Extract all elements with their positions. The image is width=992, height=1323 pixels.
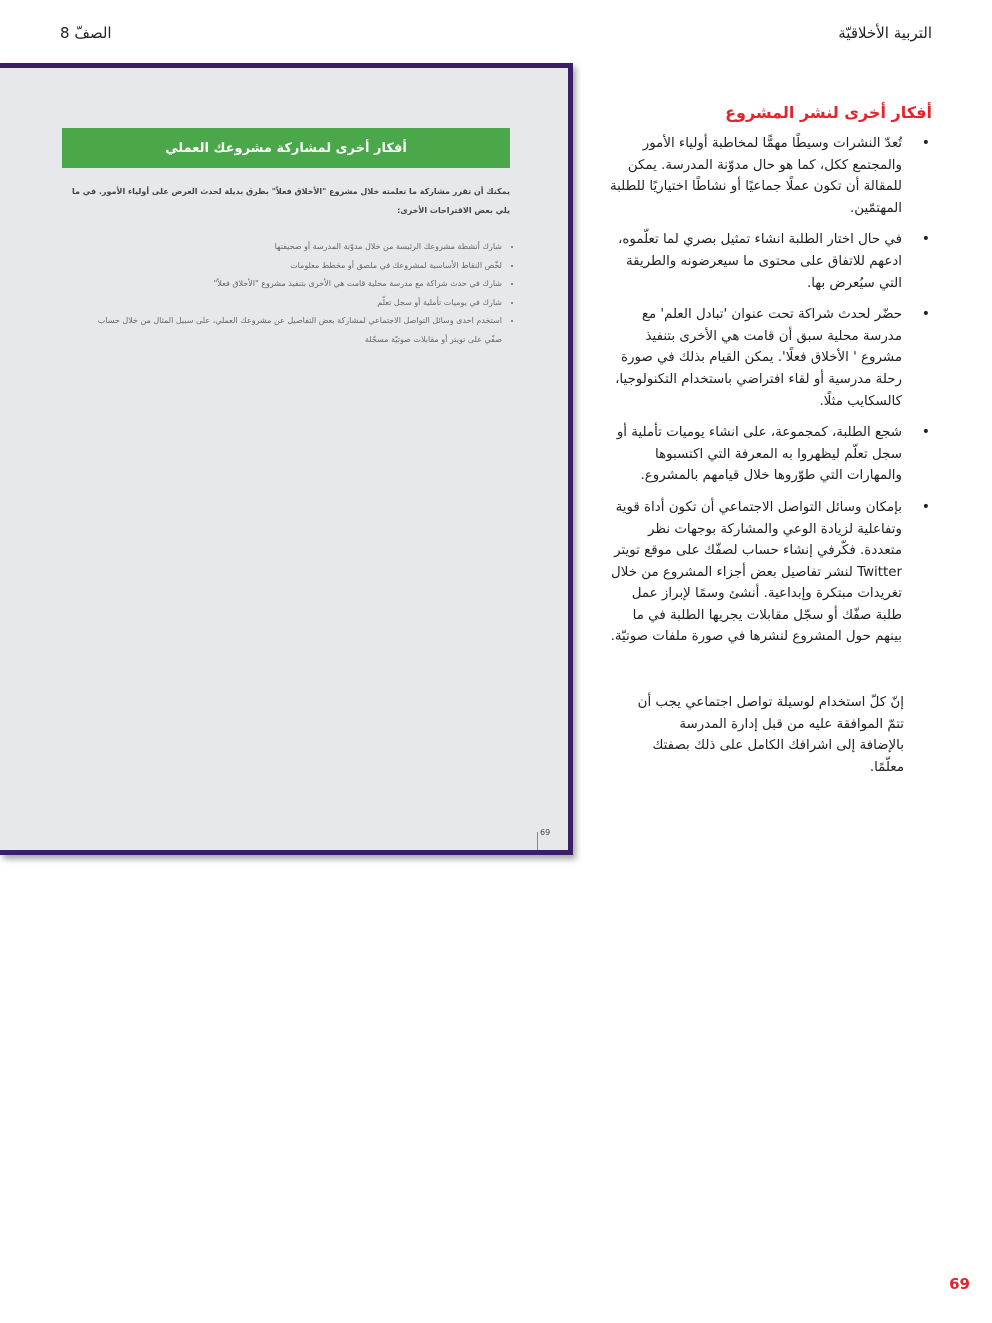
section-title: أفكار أخرى لنشر المشروع — [725, 103, 932, 122]
preview-banner: أفكار أخرى لمشاركة مشروعك العملي — [62, 128, 510, 168]
idea-item: • حضّر لحدث شراكة تحت عنوان 'تبادل العلم' مع مدرسة محلية سبق أن قامت هي الأخرى بتنفيذ مشروع ' الأخلاق فعلًا'. يمكن القيام بذلك في صورة رحلة مدرسية أو لقاء افتراضي باستخدام التكنولوجيا، كالسكايب مثلًا. — [602, 304, 902, 412]
closing-note: إنّ كلّ استخدام لوسيلة تواصل اجتماعي يجب أن تتمّ الموافقة عليه من قبل إدارة المدرسة بالإضافة إلى اشرافك الكامل على ذلك بصفتك معلّمًا. — [637, 695, 904, 775]
page-number: 69 — [949, 1275, 970, 1293]
preview-list-item: • شارك في حدث شراكة مع مدرسة محلية قامت هي الأخرى بتنفيذ مشروع "الأخلاق فعلاً" — [84, 275, 502, 294]
header-grade: الصفّ 8 — [60, 24, 112, 42]
page-preview — [0, 63, 573, 855]
idea-item: • تُعدّ النشرات وسيطًا مهمًّا لمخاطبة أولياء الأمور والمجتمع ككل، كما هو حال مدوّنة المدرسة. يمكن للمقالة أن تكون عملًا جماعيًا أو نشاطًا اختياريًا للطلبة المهتمّين. — [602, 133, 902, 219]
preview-page-divider — [537, 832, 538, 850]
preview-intro: يمكنك أن تقرر مشاركة ما تعلمته خلال مشروع "الأخلاق فعلاً" بطرق بديلة لحدث العرض على أولياء الأمور. في ما يلي بعض الاقتراحات الأخرى: — [72, 187, 510, 215]
preview-list-item: • شارك في يوميات تأملية أو سجل تعلّم — [84, 294, 502, 313]
preview-list-item: • لخّص النقاط الأساسية لمشروعك في ملصق أو مخطط معلومات — [84, 257, 502, 276]
header-subject: التربية الأخلاقيّة — [838, 24, 932, 42]
idea-item: • شجع الطلبة، كمجموعة، على انشاء يوميات تأملية أو سجل تعلّم ليظهروا به المعرفة التي اكتسبوها والمهارات التي طوّروها خلال قيامهم بالمشروع. — [602, 422, 902, 487]
preview-list — [84, 238, 518, 349]
preview-list-item: • استخدم احدى وسائل التواصل الاجتماعي لمشاركة بعض التفاصيل عن مشروعك العملي، على سبيل المثال من خلال حساب صفّي على تويتر أو مقابلات صوتيّة مسجّلة — [84, 312, 502, 349]
ideas-list — [602, 133, 932, 658]
preview-list-item: • شارك أنشطة مشروعك الرئيسة من خلال مدوّنة المدرسة أو صحيفتها — [84, 238, 502, 257]
idea-item: • بإمكان وسائل التواصل الاجتماعي أن تكون أداة قوية وتفاعلية لزيادة الوعي والمشاركة بوجهات نظر متعددة. فكّرفي إنشاء حساب لصفّك على موقع تويتر Twitter لنشر تفاصيل بعض أجزاء المشروع من خلال تغريدات مبتكرة وإبداعية. أنشئ وسمًا لإبراز عمل طلبة صفّك أو سجّل مقابلات يجريها الطلبة في ما بينهم حول المشروع لنشرها في صورة ملفات صوتيّة. — [602, 497, 902, 648]
idea-item: • في حال اختار الطلبة انشاء تمثيل بصري لما تعلّموه، ادعهم للاتفاق على محتوى ما سيعرضونه والطريقة التي سيُعرض بها. — [602, 229, 902, 294]
preview-page-number: 69 — [540, 828, 551, 837]
